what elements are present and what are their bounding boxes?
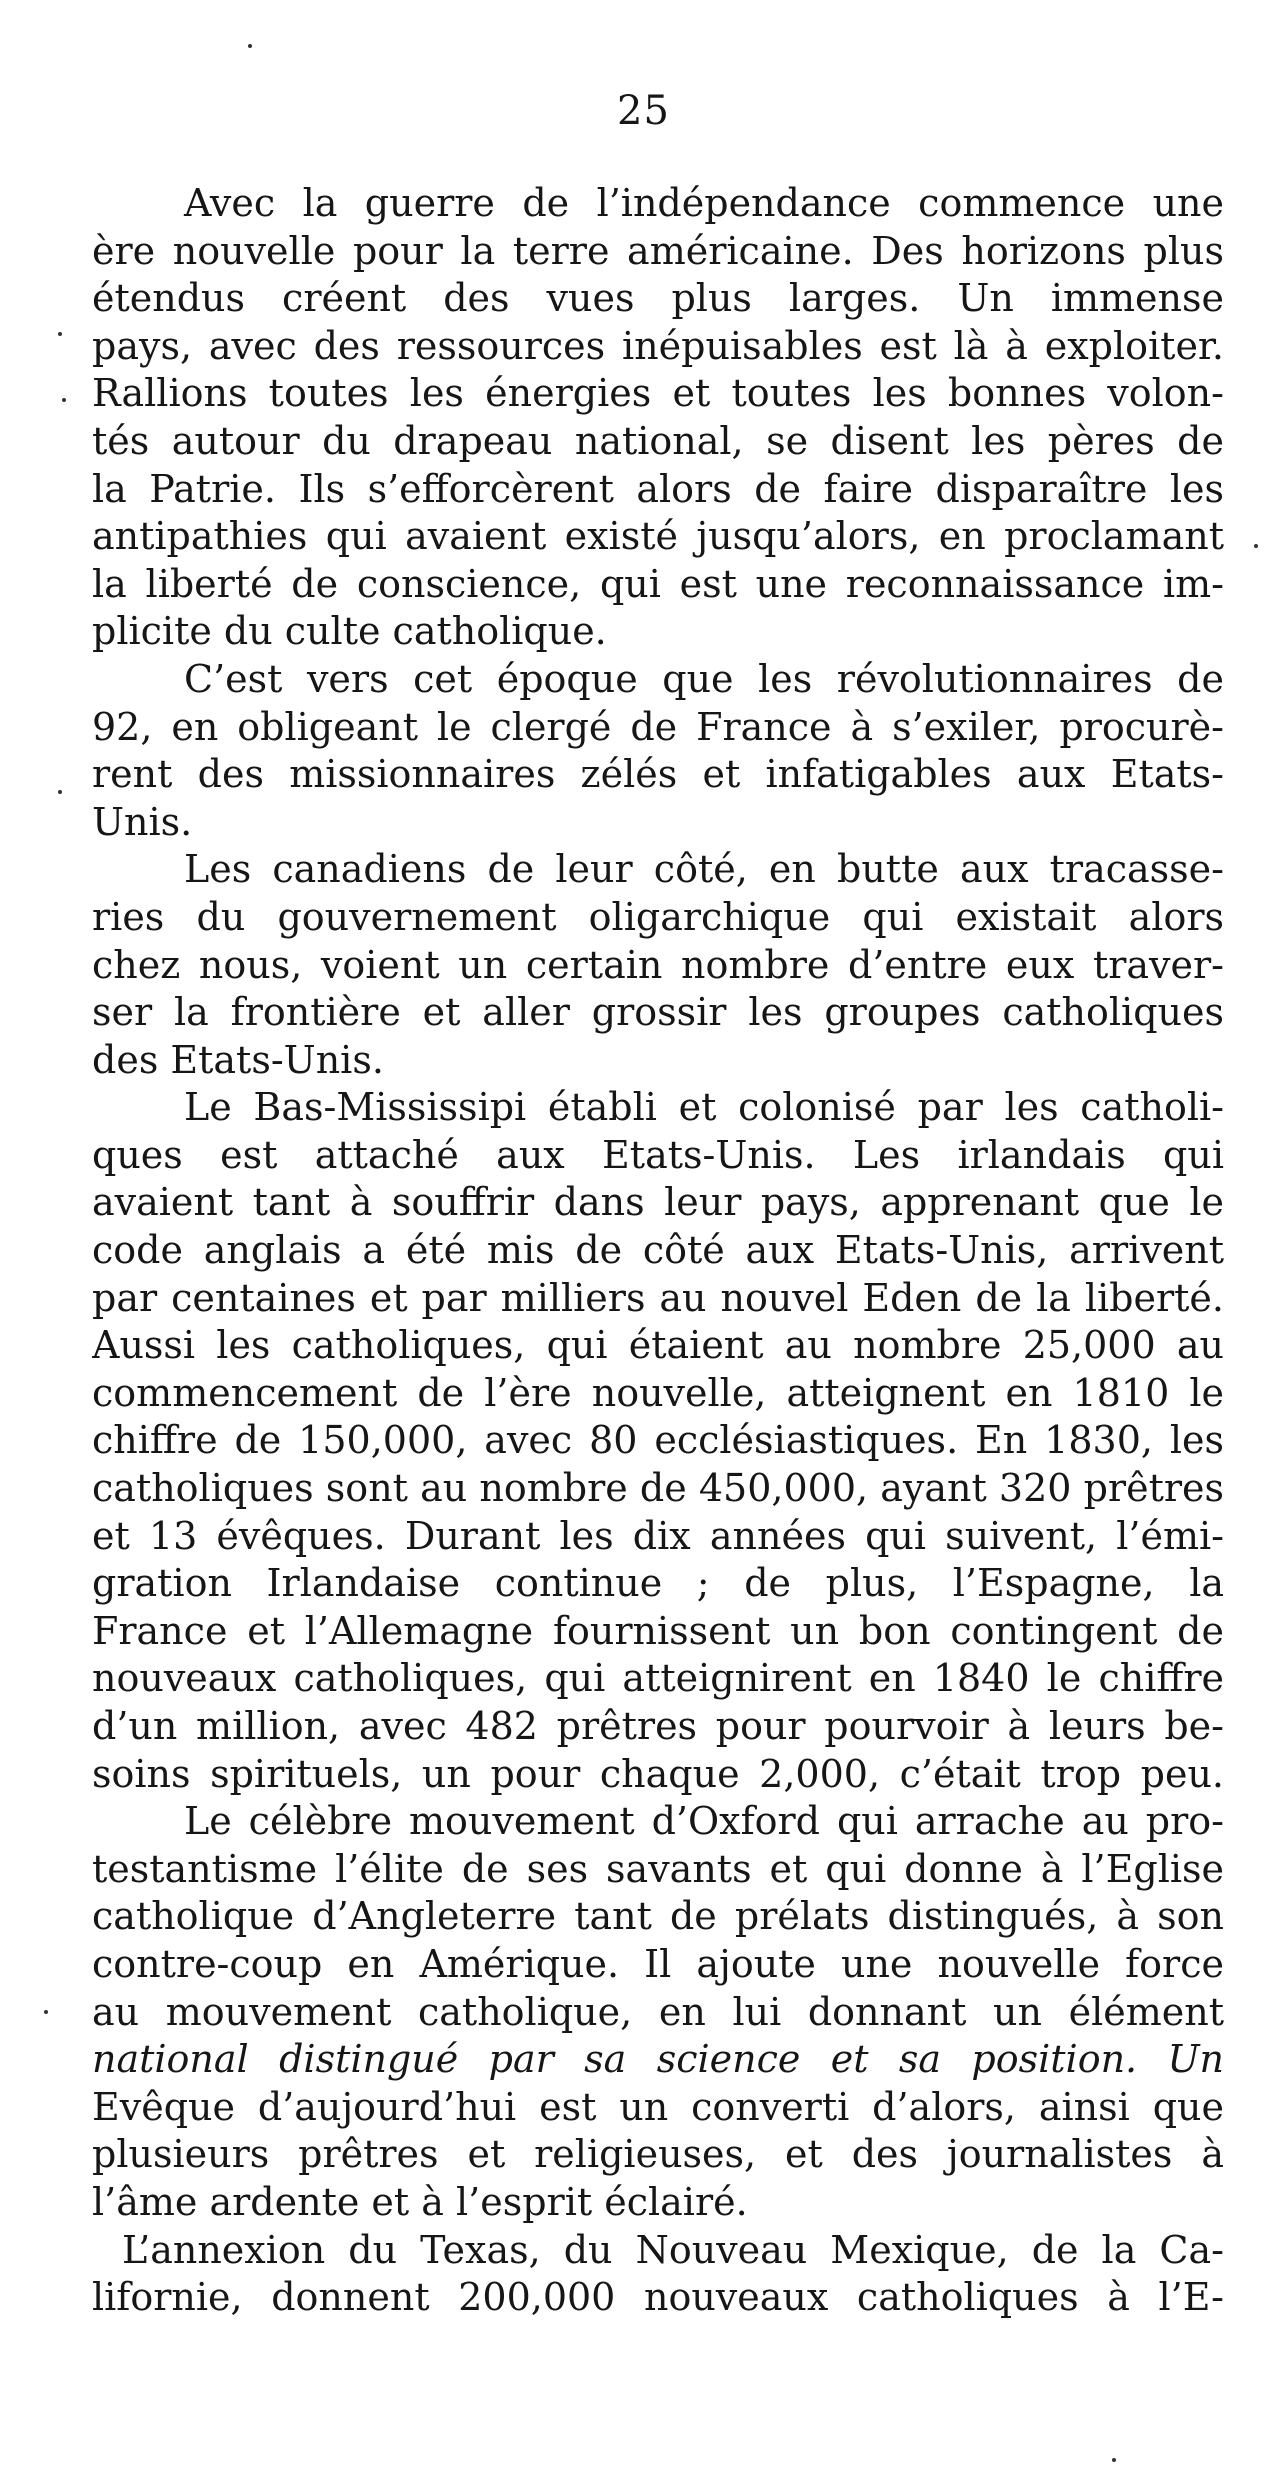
text-line: tés autour du drapeau national, se disent les pères de <box>92 418 1224 463</box>
text-line: soins spirituels, un pour chaque 2,000, c’était trop peu. <box>92 1751 1224 1796</box>
text-line: antipathies qui avaient existé jusqu’alors, en proclamant <box>92 514 1224 559</box>
text-line: ries du gouvernement oligarchique qui existait alors <box>92 894 1224 939</box>
text-line: 92, en obligeant le clergé de France à s’exiler, procurè- <box>92 704 1224 749</box>
text-line: Aussi les catholiques, qui étaient au nombre 25,000 au <box>92 1323 1224 1368</box>
text-line: la Patrie. Ils s’efforcèrent alors de faire disparaître les <box>92 466 1224 511</box>
text-line: avaient tant à souffrir dans leur pays, apprenant que le <box>92 1180 1224 1225</box>
page-number: 25 <box>617 88 670 134</box>
text-line: plicite du culte catholique. <box>92 609 607 654</box>
ink-speck <box>44 2010 48 2014</box>
text-line: Rallions toutes les énergies et toutes les bonnes volon- <box>92 371 1224 416</box>
text-line: lifornie, donnent 200,000 nouveaux catholiques à l’E- <box>92 2275 1224 2320</box>
text-line: ser la frontière et aller grossir les groupes catholiques <box>92 990 1224 1035</box>
text-line: Les canadiens de leur côté, en butte aux tracasse- <box>184 847 1224 892</box>
text-line: Le célèbre mouvement d’Oxford qui arrache au pro- <box>184 1799 1224 1844</box>
text-line: contre-coup en Amérique. Il ajoute une nouvelle force <box>92 1941 1224 1986</box>
text-line: l’âme ardente et à l’esprit éclairé. <box>92 2179 748 2224</box>
text-line: des Etats-Unis. <box>92 1037 384 1082</box>
text-line: Unis. <box>92 799 193 844</box>
text-line: gration Irlandaise continue ; de plus, l’Espagne, la <box>92 1561 1224 1606</box>
text-line: catholique d’Angleterre tant de prélats distingués, à son <box>92 1894 1224 1939</box>
text-line: C’est vers cet époque que les révolutionnaires de <box>184 656 1224 701</box>
ink-speck <box>58 790 62 794</box>
text-line: chez nous, voient un certain nombre d’entre eux traver- <box>92 942 1224 987</box>
text-line: L’annexion du Texas, du Nouveau Mexique, de la Ca- <box>122 2227 1224 2272</box>
ink-speck <box>1112 2458 1116 2462</box>
text-line: rent des missionnaires zélés et infatigables aux Etats- <box>92 752 1224 797</box>
text-line: la liberté de conscience, qui est une reconnaissance im- <box>92 561 1224 606</box>
text-line: national distingué par sa science et sa position. Un <box>92 2037 1224 2082</box>
text-line: et 13 évêques. Durant les dix années qui suivent, l’émi- <box>92 1513 1224 1558</box>
body-text <box>92 180 1224 2322</box>
text-line: chiffre de 150,000, avec 80 ecclésiastiques. En 1830, les <box>92 1418 1224 1463</box>
ink-speck <box>58 332 62 336</box>
text-line: Avec la guerre de l’indépendance commence une <box>184 181 1224 225</box>
text-line: commencement de l’ère nouvelle, atteignent en 1810 le <box>92 1370 1224 1415</box>
text-line: plusieurs prêtres et religieuses, et des journalistes à <box>92 2132 1224 2177</box>
text-line: France et l’Allemagne fournissent un bon contingent de <box>92 1608 1224 1653</box>
text-line: nouveaux catholiques, qui atteignirent en 1840 le chiffre <box>92 1656 1224 1701</box>
text-line: pays, avec des ressources inépuisables est là à exploiter. <box>92 323 1224 368</box>
text-line: étendus créent des vues plus larges. Un immense <box>92 276 1224 321</box>
text-line: au mouvement catholique, en lui donnant un élément <box>92 1989 1224 2034</box>
text-line: catholiques sont au nombre de 450,000, ayant 320 prêtres <box>92 1466 1224 1511</box>
text-line: ère nouvelle pour la terre américaine. Des horizons plus <box>92 228 1224 273</box>
text-line: par centaines et par milliers au nouvel Eden de la liberté. <box>92 1275 1224 1320</box>
text-line: d’un million, avec 482 prêtres pour pourvoir à leurs be- <box>92 1704 1224 1748</box>
ink-speck <box>248 44 252 48</box>
text-line: Le Bas-Mississipi établi et colonisé par les catholi- <box>184 1085 1224 1130</box>
text-line: testantisme l’élite de ses savants et qui donne à l’Eglise <box>92 1846 1224 1891</box>
text-line: ques est attaché aux Etats-Unis. Les irlandais qui <box>92 1132 1224 1177</box>
text-line: code anglais a été mis de côté aux Etats-Unis, arrivent <box>92 1228 1224 1273</box>
ink-speck <box>1254 544 1258 548</box>
text-line: Evêque d’aujourd’hui est un converti d’alors, ainsi que <box>92 2084 1224 2129</box>
ink-speck <box>62 398 66 402</box>
